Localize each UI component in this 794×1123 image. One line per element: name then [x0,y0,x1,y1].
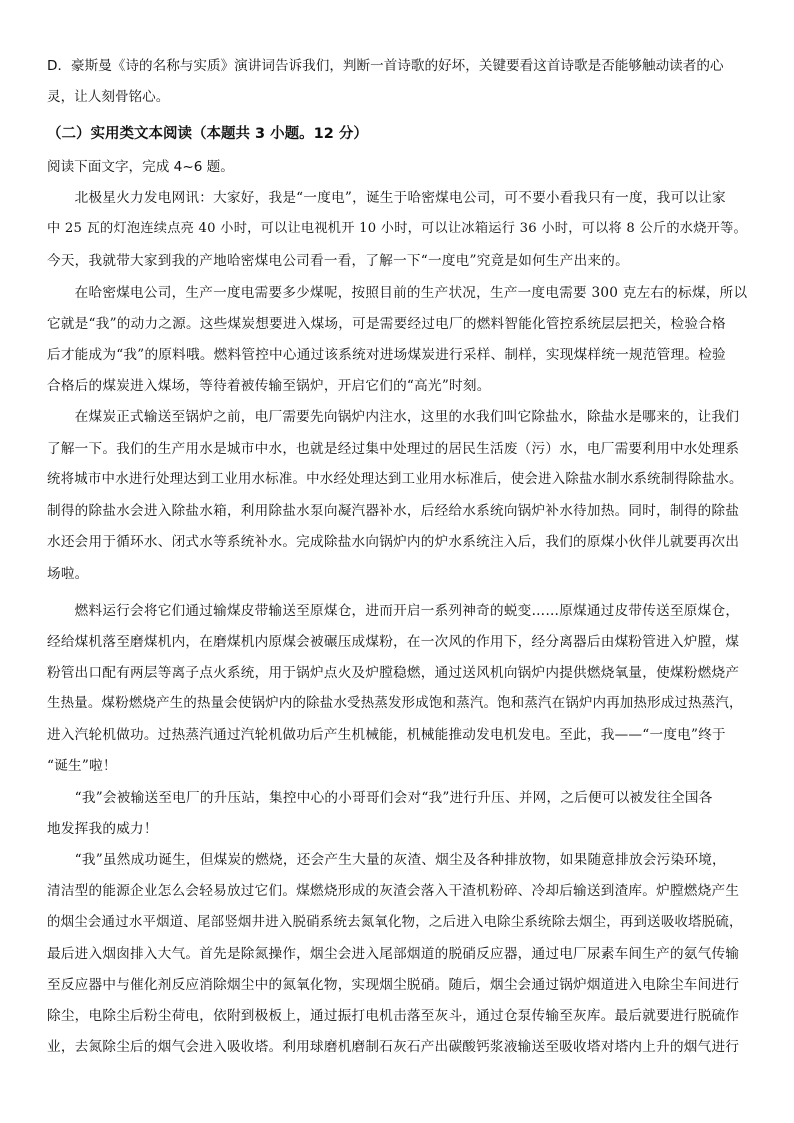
passage-line: 制得的除盐水会进入除盐水箱，利用除盐水泵向凝汽器补水，后经给水系统向锅炉补水待加热。同时，制得的除盐 [47,503,740,519]
passage-line: 粉管出口配有两层等离子点火系统，用于锅炉点火及炉膛稳燃，通过送风机向锅炉内提供燃烧氧量，使煤粉燃烧产 [47,665,740,681]
passage-line: 至反应器中与催化剂反应消除烟尘中的氮氧化物，实现烟尘脱硝。随后，烟尘会通过锅炉烟道进入电除尘车间进行 [47,977,740,993]
section-heading: （二）实用类文本阅读（本题共 3 小题。12 分） [47,126,368,142]
passage-line: 进入汽轮机做功。过热蒸汽通过汽轮机做功后产生机械能，机械能推动发电机发电。至此，我——“一度电”终于 [47,727,726,743]
passage-line: 合格后的煤炭进入煤场，等待着被传输至锅炉，开启它们的“高光”时刻。 [47,378,491,394]
passage-line: 经给煤机落至磨煤机内，在磨煤机内原煤会被碾压成煤粉，在一次风的作用下，经分离器后由煤粉管进入炉膛，煤 [47,634,740,650]
passage-line: 后才能成为“我”的原料哦。燃料管控中心通过该系统对进场煤炭进行采样、制样，实现煤样统一规范管理。检验 [47,347,726,363]
passage-line: “诞生”啦！ [47,758,117,774]
option-d-line-2: 灵，让人刻骨铭心。 [47,89,170,105]
passage-line: 地发挥我的威力！ [47,821,158,837]
passage-line: 除尘，电除尘后粉尘荷电，依附到极板上，通过振打电机击落至灰斗，通过仓泵传输至灰库。最后就要进行脱硫作 [47,1008,740,1024]
passage-line: 最后进入烟囱排入大气。首先是除氮操作，烟尘会进入尾部烟道的脱硝反应器，通过电厂尿素车间生产的氨气传输 [47,946,740,962]
passage-line: 今天，我就带大家到我的产地哈密煤电公司看一看，了解一下“一度电”究竟是如何生产出来的。 [47,253,629,269]
passage-line: 了解一下。我们的生产用水是城市中水，也就是经过集中处理过的居民生活废（污）水，电厂需要利用中水处理系 [47,441,740,457]
passage-line: “我”虽然成功诞生，但煤炭的燃烧，还会产生大量的灰渣、烟尘及各种排放物，如果随意排放会污染环境， [47,852,726,868]
passage-line: 清洁型的能源企业怎么会轻易放过它们。煤燃烧形成的灰渣会落入干渣机粉碎、冷却后输送到渣库。炉膛燃烧产生 [47,883,740,899]
passage-line: 中 25 瓦的灯泡连续点亮 40 小时，可以让电视机开 10 小时，可以让冰箱运行 36 小时，可以将 8 公斤的水烧开等。 [47,221,747,236]
passage-line: 场啦。 [47,566,89,582]
passage-line: 在哈密煤电公司，生产一度电需要多少煤呢，按照目前的生产状况，生产一度电需要 300 克左右的标煤，所以 [47,285,748,301]
option-d-line-1: D．豪斯曼《诗的名称与实质》演讲词告诉我们，判断一首诗歌的好坏，关键要看这首诗歌是否能够触动读者的心 [47,58,724,74]
passage-line: 的烟尘会通过水平烟道、尾部竖烟井进入脱硝系统去氮氧化物，之后进入电除尘系统除去烟尘，再到送吸收塔脱硫， [47,915,743,930]
section-instruction: 阅读下面文字，完成 4~6 题。 [47,159,234,175]
passage-line: 业，去氮除尘后的烟气会进入吸收塔。利用球磨机磨制石灰石产出碳酸钙浆液输送至吸收塔对塔内上升的烟气进行 [47,1039,740,1055]
passage-line: 水还会用于循环水、闭式水等系统补水。完成除盐水向锅炉内的炉水系统注入后，我们的原煤小伙伴儿就要再次出 [47,534,740,550]
passage-line: 统将城市中水进行处理达到工业用水标准。中水经处理达到工业用水标准后，使会进入除盐水制水系统制得除盐水。 [47,472,743,487]
passage-line: 生热量。煤粉燃烧产生的热量会使锅炉内的除盐水受热蒸发形成饱和蒸汽。饱和蒸汽在锅炉内再加热形成过热蒸汽， [47,696,743,711]
passage-line: “我”会被输送至电厂的升压站，集控中心的小哥哥们会对“我”进行升压、并网，之后便可以被发往全国各 [47,790,713,806]
passage-line: 燃料运行会将它们通过输煤皮带输送至原煤仓，进而开启一系列神奇的蜕变……原煤通过皮带传送至原煤仓， [47,603,740,619]
passage-line: 在煤炭正式输送至锅炉之前，电厂需要先向锅炉内注水，这里的水我们叫它除盐水，除盐水是哪来的，让我们 [47,409,740,425]
passage-line: 它就是“我”的动力之源。这些煤炭想要进入煤场，可是需要经过电厂的燃料智能化管控系统层层把关，检验合格 [47,316,726,332]
passage-line: 北极星火力发电网讯：大家好，我是“一度电”，诞生于哈密煤电公司，可不要小看我只有一度，我可以让家 [47,190,726,206]
